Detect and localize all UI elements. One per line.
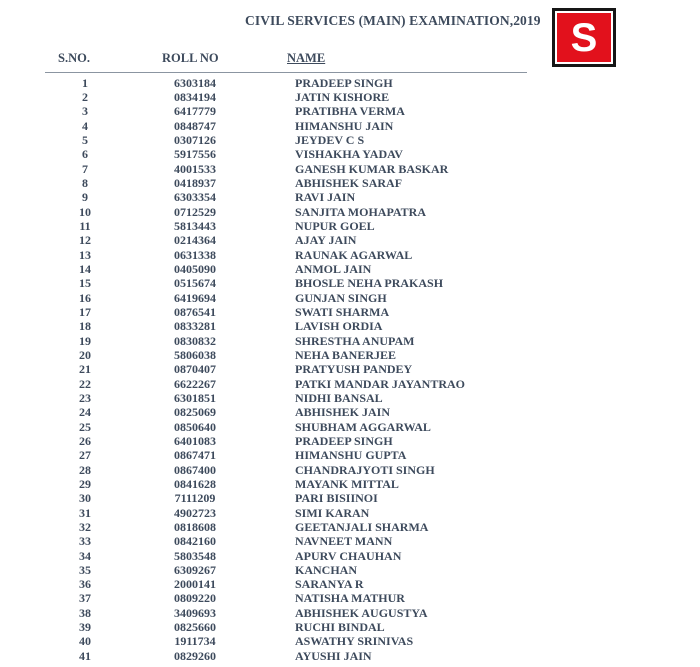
cell-serial-number: 38 <box>79 605 91 620</box>
cell-candidate-name: GEETANJALI SHARMA <box>295 519 429 534</box>
cell-roll-number: 1911734 <box>174 634 216 649</box>
cell-roll-number: 0830832 <box>174 333 216 348</box>
cell-candidate-name: NAVNEET MANN <box>295 534 393 549</box>
cell-serial-number: 29 <box>79 476 91 491</box>
cell-roll-number: 0809220 <box>174 591 216 606</box>
cell-serial-number: 20 <box>79 347 91 362</box>
cell-serial-number: 17 <box>79 304 91 319</box>
results-table <box>0 76 700 663</box>
brand-logo-letter: S <box>557 13 611 62</box>
table-row <box>0 320 700 334</box>
cell-candidate-name: SHUBHAM AGGARWAL <box>295 419 431 434</box>
cell-serial-number: 6 <box>82 147 88 162</box>
table-row <box>0 234 700 248</box>
cell-candidate-name: SARANYA R <box>295 577 364 592</box>
cell-serial-number: 14 <box>79 261 91 276</box>
cell-serial-number: 32 <box>79 519 91 534</box>
cell-candidate-name: HIMANSHU JAIN <box>295 118 394 133</box>
cell-serial-number: 31 <box>79 505 91 520</box>
table-row <box>0 549 700 563</box>
cell-candidate-name: NATISHA MATHUR <box>295 591 405 606</box>
cell-roll-number: 6309267 <box>174 562 216 577</box>
cell-candidate-name: VISHAKHA YADAV <box>295 147 403 162</box>
table-row <box>0 119 700 133</box>
table-row <box>0 248 700 262</box>
table-row <box>0 176 700 190</box>
cell-roll-number: 0867400 <box>174 462 216 477</box>
cell-candidate-name: ABHISHEK JAIN <box>295 405 391 420</box>
cell-candidate-name: PRADEEP SINGH <box>295 433 393 448</box>
cell-roll-number: 5917556 <box>174 147 216 162</box>
cell-candidate-name: MAYANK MITTAL <box>295 476 399 491</box>
cell-roll-number: 0833281 <box>174 319 216 334</box>
cell-candidate-name: PATKI MANDAR JAYANTRAO <box>295 376 466 391</box>
cell-roll-number: 0876541 <box>174 304 216 319</box>
table-row <box>0 434 700 448</box>
cell-roll-number: 0867471 <box>174 448 216 463</box>
cell-serial-number: 40 <box>79 634 91 649</box>
cell-candidate-name: PARI BISIINOI <box>295 491 378 506</box>
cell-serial-number: 21 <box>79 362 91 377</box>
cell-candidate-name: KANCHAN <box>295 562 357 577</box>
cell-roll-number: 0214364 <box>174 233 216 248</box>
table-row <box>0 162 700 176</box>
table-row <box>0 391 700 405</box>
cell-roll-number: 4001533 <box>174 161 216 176</box>
cell-roll-number: 0848747 <box>174 118 216 133</box>
table-row <box>0 406 700 420</box>
table-row <box>0 577 700 591</box>
cell-roll-number: 0418937 <box>174 175 216 190</box>
cell-serial-number: 13 <box>79 247 91 262</box>
cell-roll-number: 0307126 <box>174 132 216 147</box>
table-row <box>0 563 700 577</box>
cell-serial-number: 15 <box>79 276 91 291</box>
table-row <box>0 606 700 620</box>
cell-roll-number: 4902723 <box>174 505 216 520</box>
cell-serial-number: 22 <box>79 376 91 391</box>
cell-candidate-name: RAUNAK AGARWAL <box>295 247 413 262</box>
table-row <box>0 219 700 233</box>
cell-roll-number: 0850640 <box>174 419 216 434</box>
cell-serial-number: 2 <box>82 90 88 104</box>
table-row <box>0 463 700 477</box>
table-row <box>0 592 700 606</box>
cell-serial-number: 41 <box>79 648 91 663</box>
cell-candidate-name: RUCHI BINDAL <box>295 620 385 635</box>
table-row <box>0 76 700 90</box>
cell-serial-number: 18 <box>79 319 91 334</box>
table-row <box>0 520 700 534</box>
cell-serial-number: 12 <box>79 233 91 248</box>
cell-candidate-name: ANMOL JAIN <box>295 261 372 276</box>
cell-serial-number: 27 <box>79 448 91 463</box>
cell-serial-number: 30 <box>79 491 91 506</box>
cell-serial-number: 39 <box>79 620 91 635</box>
cell-roll-number: 0842160 <box>174 534 216 549</box>
cell-serial-number: 9 <box>82 190 88 205</box>
table-row <box>0 620 700 634</box>
cell-serial-number: 3 <box>82 104 88 119</box>
cell-candidate-name: NUPUR GOEL <box>295 218 375 233</box>
cell-serial-number: 28 <box>79 462 91 477</box>
table-row <box>0 90 700 104</box>
cell-roll-number: 2000141 <box>174 577 216 592</box>
cell-serial-number: 19 <box>79 333 91 348</box>
page-title: CIVIL SERVICES (MAIN) EXAMINATION,2019 <box>245 13 541 28</box>
cell-serial-number: 4 <box>82 118 88 133</box>
cell-candidate-name: CHANDRAJYOTI SINGH <box>295 462 435 477</box>
cell-candidate-name: JEYDEV C S <box>295 132 365 147</box>
cell-candidate-name: ABHISHEK SARAF <box>295 175 403 190</box>
cell-roll-number: 7111209 <box>174 491 216 506</box>
table-row <box>0 305 700 319</box>
cell-serial-number: 11 <box>79 218 91 233</box>
table-row <box>0 363 700 377</box>
cell-serial-number: 8 <box>82 175 88 190</box>
cell-serial-number: 5 <box>82 132 88 147</box>
cell-roll-number: 6401083 <box>174 433 216 448</box>
table-row <box>0 291 700 305</box>
cell-candidate-name: RAVI JAIN <box>295 190 356 205</box>
cell-roll-number: 5813443 <box>174 218 216 233</box>
cell-roll-number: 0818608 <box>174 519 216 534</box>
cell-serial-number: 35 <box>79 562 91 577</box>
cell-roll-number: 0515674 <box>174 276 216 291</box>
table-row <box>0 492 700 506</box>
cell-serial-number: 34 <box>79 548 91 563</box>
cell-serial-number: 24 <box>79 405 91 420</box>
cell-candidate-name: GANESH KUMAR BASKAR <box>295 161 449 176</box>
cell-candidate-name: ASWATHY SRINIVAS <box>295 634 414 649</box>
table-row <box>0 420 700 434</box>
cell-serial-number: 23 <box>79 390 91 405</box>
cell-roll-number: 6303354 <box>174 190 216 205</box>
table-row <box>0 133 700 147</box>
table-row <box>0 191 700 205</box>
cell-roll-number: 6419694 <box>174 290 216 305</box>
cell-serial-number: 36 <box>79 577 91 592</box>
cell-candidate-name: GUNJAN SINGH <box>295 290 387 305</box>
table-row <box>0 649 700 663</box>
cell-serial-number: 33 <box>79 534 91 549</box>
table-row <box>0 334 700 348</box>
cell-roll-number: 6303184 <box>174 75 216 90</box>
table-row <box>0 105 700 119</box>
cell-roll-number: 0825660 <box>174 620 216 635</box>
cell-serial-number: 10 <box>79 204 91 219</box>
cell-candidate-name: SHRESTHA ANUPAM <box>295 333 415 348</box>
table-row <box>0 477 700 491</box>
table-row <box>0 506 700 520</box>
cell-candidate-name: ABHISHEK AUGUSTYA <box>295 605 428 620</box>
cell-roll-number: 0870407 <box>174 362 216 377</box>
cell-candidate-name: NEHA BANERJEE <box>295 347 397 362</box>
cell-candidate-name: HIMANSHU GUPTA <box>295 448 407 463</box>
cell-candidate-name: JATIN KISHORE <box>295 90 390 104</box>
cell-roll-number: 0712529 <box>174 204 216 219</box>
cell-roll-number: 0631338 <box>174 247 216 262</box>
table-row <box>0 348 700 362</box>
table-row <box>0 635 700 649</box>
column-header-name: NAME <box>287 51 326 65</box>
cell-serial-number: 26 <box>79 433 91 448</box>
cell-candidate-name: AYUSHI JAIN <box>295 648 372 663</box>
cell-roll-number: 6301851 <box>174 390 216 405</box>
header-divider <box>45 72 527 73</box>
column-header-sno: S.NO. <box>58 51 90 65</box>
cell-roll-number: 0405090 <box>174 261 216 276</box>
table-row <box>0 148 700 162</box>
cell-roll-number: 3409693 <box>174 605 216 620</box>
cell-roll-number: 0834194 <box>174 90 216 104</box>
cell-roll-number: 5803548 <box>174 548 216 563</box>
cell-serial-number: 37 <box>79 591 91 606</box>
cell-serial-number: 7 <box>82 161 88 176</box>
table-row <box>0 377 700 391</box>
cell-candidate-name: BHOSLE NEHA PRAKASH <box>295 276 444 291</box>
cell-candidate-name: APURV CHAUHAN <box>295 548 402 563</box>
cell-roll-number: 0841628 <box>174 476 216 491</box>
table-row <box>0 277 700 291</box>
cell-candidate-name: LAVISH ORDIA <box>295 319 383 334</box>
table-row <box>0 449 700 463</box>
cell-candidate-name: SIMI KARAN <box>295 505 370 520</box>
cell-candidate-name: PRADEEP SINGH <box>295 75 393 90</box>
brand-logo <box>552 8 616 67</box>
cell-candidate-name: PRATYUSH PANDEY <box>295 362 413 377</box>
table-row <box>0 205 700 219</box>
column-header-roll-no: ROLL NO <box>162 51 219 65</box>
cell-candidate-name: PRATIBHA VERMA <box>295 104 405 119</box>
table-row <box>0 262 700 276</box>
cell-serial-number: 1 <box>82 75 88 90</box>
cell-roll-number: 5806038 <box>174 347 216 362</box>
cell-roll-number: 0825069 <box>174 405 216 420</box>
cell-serial-number: 25 <box>79 419 91 434</box>
cell-candidate-name: SANJITA MOHAPATRA <box>295 204 427 219</box>
cell-candidate-name: AJAY JAIN <box>295 233 357 248</box>
cell-roll-number: 6622267 <box>174 376 216 391</box>
cell-serial-number: 16 <box>79 290 91 305</box>
table-row <box>0 535 700 549</box>
cell-roll-number: 0829260 <box>174 648 216 663</box>
cell-candidate-name: NIDHI BANSAL <box>295 390 383 405</box>
cell-roll-number: 6417779 <box>174 104 216 119</box>
cell-candidate-name: SWATI SHARMA <box>295 304 390 319</box>
